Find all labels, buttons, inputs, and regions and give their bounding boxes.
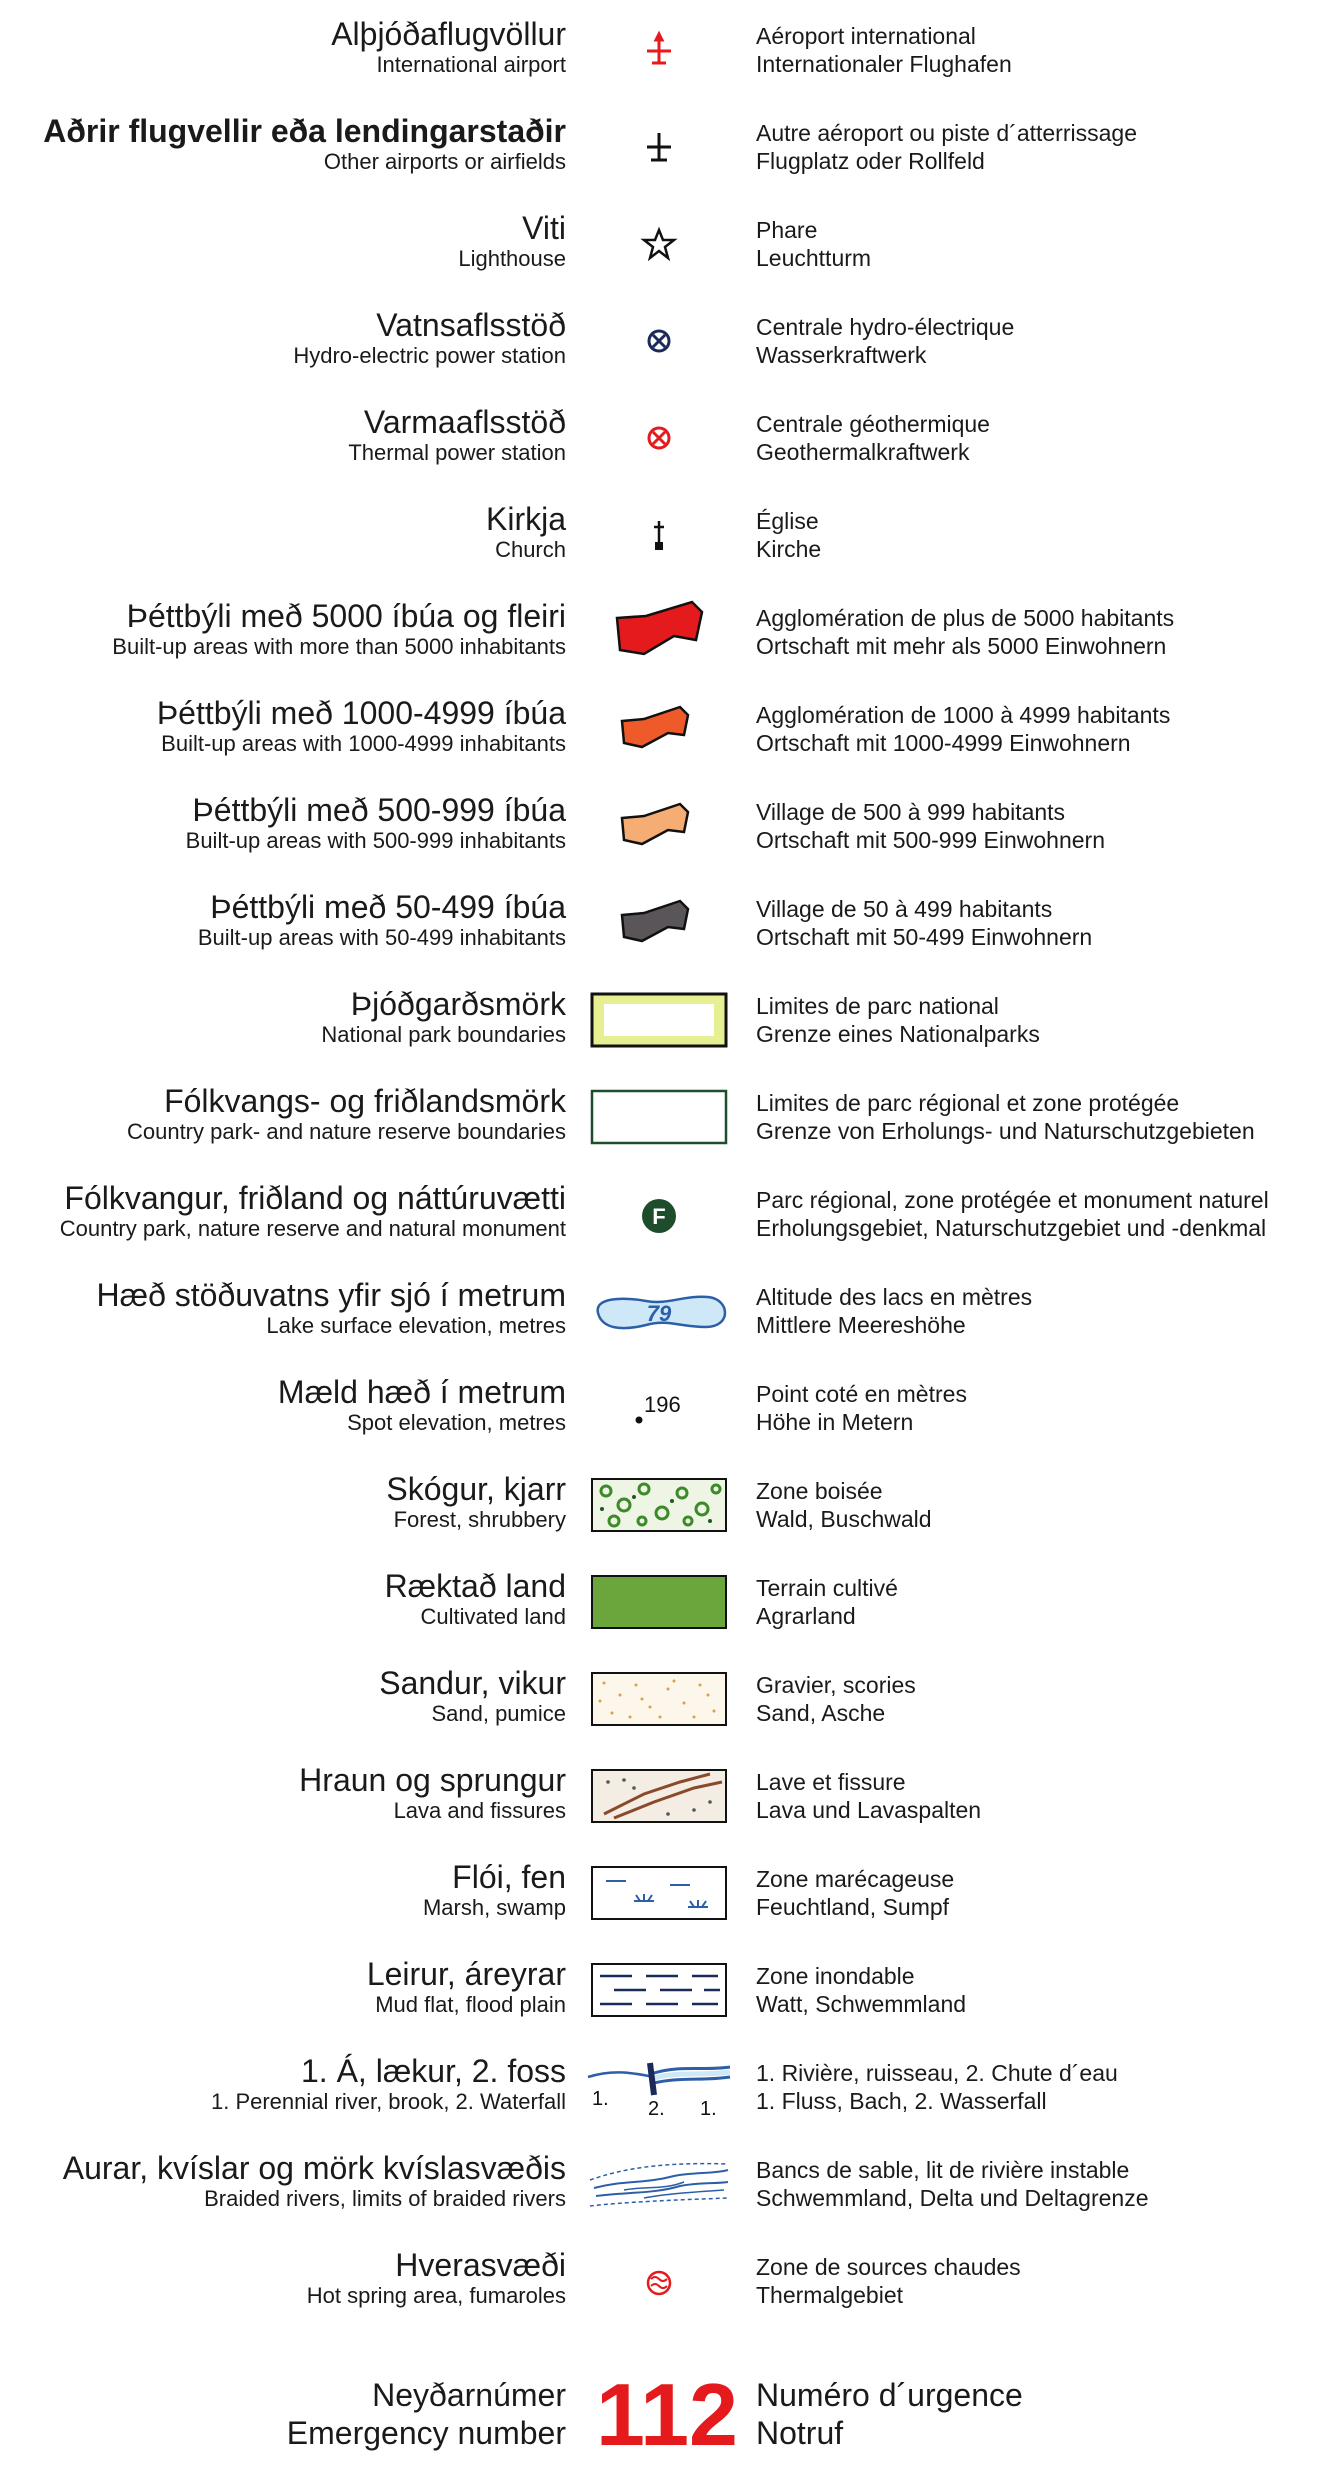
label-is: Alþjóðaflugvöllur: [331, 16, 566, 52]
label-fr: Phare: [756, 217, 818, 243]
label-en: Country park, nature reserve and natural monument: [59, 1216, 566, 1241]
label-is: Skógur, kjarr: [386, 1471, 566, 1507]
legend-row-builtup-500: [0, 776, 1319, 872]
river-label-1b: 1.: [700, 2098, 717, 2120]
legend-row-mudflat: [0, 1940, 1319, 2036]
label-de: Mittlere Meereshöhe: [756, 1312, 966, 1338]
legend-row-river-waterfall: [0, 2037, 1319, 2133]
label-is: Þjóðgarðsmörk: [350, 986, 566, 1022]
legend-row-builtup-50: [0, 873, 1319, 969]
label-en: Other airports or airfields: [323, 149, 566, 174]
label-de: Schwemmland, Delta und Deltagrenze: [756, 2185, 1149, 2211]
lava-swatch: [584, 1752, 734, 1836]
label-is: Flói, fen: [452, 1859, 566, 1895]
legend-row-thermal-power: [0, 388, 1319, 484]
label-is: Kirkja: [485, 501, 566, 537]
label-is: Vatnsaflsstöð: [376, 307, 566, 343]
label-en: Mud flat, flood plain: [375, 1992, 566, 2017]
label-de: Ortschaft mit 500-999 Einwohnern: [756, 827, 1106, 853]
braided-river-icon: [584, 2140, 734, 2224]
legend-row-church: [0, 485, 1319, 581]
label-de: Sand, Asche: [756, 1700, 886, 1726]
legend-row-spot-elevation: [0, 1358, 1319, 1454]
label-en: Lake surface elevation, metres: [266, 1313, 566, 1338]
cultivated-land-swatch: [584, 1558, 734, 1642]
emergency-label-fr: Numéro d´urgence: [756, 2377, 1023, 2413]
label-de: Wald, Buschwald: [756, 1506, 932, 1532]
thermal-power-icon: [584, 394, 734, 478]
label-de: Feuchtland, Sumpf: [756, 1894, 950, 1920]
label-en: Sand, pumice: [431, 1701, 566, 1726]
label-is: Ræktað land: [384, 1568, 566, 1604]
label-en: Spot elevation, metres: [347, 1410, 566, 1435]
label-de: Ortschaft mit 50-499 Einwohnern: [756, 924, 1093, 950]
lighthouse-star-icon: [584, 200, 734, 284]
legend-row-lake-elevation: [0, 1261, 1319, 1357]
label-fr: Zone marécageuse: [756, 1866, 955, 1892]
label-fr: 1. Rivière, ruisseau, 2. Chute d´eau: [756, 2060, 1118, 2086]
label-fr: Point coté en mètres: [756, 1381, 967, 1407]
builtup-1000-swatch: [584, 685, 734, 769]
label-is: 1. Á, lækur, 2. foss: [301, 2053, 566, 2089]
legend-row-sand: [0, 1649, 1319, 1745]
label-is: Þéttbýli með 50-499 íbúa: [210, 889, 566, 925]
label-en: Marsh, swamp: [422, 1895, 566, 1920]
legend-row-lava: [0, 1746, 1319, 1842]
label-de: Wasserkraftwerk: [756, 342, 927, 368]
legend-row-cultivated: [0, 1552, 1319, 1648]
label-de: Erholungsgebiet, Naturschutzgebiet und -denkmal: [756, 1215, 1267, 1241]
label-fr: Zone boisée: [756, 1478, 883, 1504]
emergency-label-de: Notruf: [756, 2415, 844, 2451]
label-is: Hæð stöðuvatns yfir sjó í metrum: [96, 1277, 566, 1313]
label-is: Viti: [522, 210, 566, 246]
label-is: Sandur, vikur: [379, 1665, 566, 1701]
label-fr: Parc régional, zone protégée et monument naturel: [756, 1187, 1269, 1213]
label-fr: Lave et fissure: [756, 1769, 906, 1795]
label-is: Aðrir flugvellir eða lendingarstaðir: [43, 113, 566, 149]
label-de: Lava und Lavaspalten: [756, 1797, 982, 1823]
label-de: Leuchtturm: [756, 245, 872, 271]
label-is: Fólkvangs- og friðlandsmörk: [164, 1083, 566, 1119]
label-de: 1. Fluss, Bach, 2. Wasserfall: [756, 2088, 1047, 2114]
label-fr: Gravier, scories: [756, 1672, 916, 1698]
mudflat-swatch: [584, 1946, 734, 2030]
label-fr: Terrain cultivé: [756, 1575, 898, 1601]
label-de: Internationaler Flughafen: [756, 51, 1012, 77]
label-en: Built-up areas with more than 5000 inhabitants: [112, 634, 566, 659]
emergency-number: 112: [596, 2365, 738, 2464]
label-fr: Autre aéroport ou piste d´atterrissage: [756, 120, 1137, 146]
legend-row-airfield: [0, 97, 1319, 193]
label-en: Built-up areas with 1000-4999 inhabitants: [161, 731, 566, 756]
label-en: Hot spring area, fumaroles: [306, 2283, 566, 2308]
builtup-500-swatch: [584, 782, 734, 866]
label-de: Grenze eines Nationalparks: [756, 1021, 1040, 1047]
nature-reserve-label: F: [652, 1204, 666, 1229]
label-fr: Agglomération de 1000 à 4999 habitants: [756, 702, 1171, 728]
label-en: Built-up areas with 500-999 inhabitants: [185, 828, 566, 853]
label-fr: Bancs de sable, lit de rivière instable: [756, 2157, 1130, 2183]
label-en: Country park- and nature reserve boundaries: [126, 1119, 566, 1144]
label-de: Geothermalkraftwerk: [756, 439, 970, 465]
legend-row-builtup-1000: [0, 679, 1319, 775]
emergency-row: [0, 2360, 1319, 2470]
label-is: Varmaaflsstöð: [363, 404, 566, 440]
label-is: Hverasvæði: [395, 2247, 566, 2283]
label-fr: Centrale hydro-électrique: [756, 314, 1015, 340]
hot-spring-icon: [584, 2237, 734, 2321]
label-de: Ortschaft mit mehr als 5000 Einwohnern: [756, 633, 1167, 659]
label-is: Þéttbýli með 5000 íbúa og fleiri: [126, 598, 566, 634]
label-de: Flugplatz oder Rollfeld: [756, 148, 985, 174]
legend-row-builtup-5000: [0, 582, 1319, 678]
label-is: Þéttbýli með 1000-4999 íbúa: [156, 695, 566, 731]
label-fr: Agglomération de plus de 5000 habitants: [756, 605, 1175, 631]
spot-elevation-icon: [584, 1364, 734, 1448]
label-de: Thermalgebiet: [756, 2282, 904, 2308]
legend-row-nature-reserve: [0, 1164, 1319, 1260]
label-fr: Église: [756, 508, 819, 534]
label-de: Agrarland: [756, 1603, 856, 1629]
lake-elevation-value: 79: [646, 1301, 672, 1326]
label-en: Thermal power station: [348, 440, 566, 465]
nature-reserve-f-icon: [584, 1170, 734, 1254]
label-en: International airport: [376, 52, 566, 77]
spot-elevation-value: 196: [644, 1392, 681, 1417]
national-park-boundary-swatch: [584, 976, 734, 1060]
marsh-swatch: [584, 1849, 734, 1933]
label-en: Forest, shrubbery: [393, 1507, 566, 1532]
label-en: Lighthouse: [458, 246, 566, 271]
airport-international-icon: [584, 6, 734, 90]
lake-elevation-icon: [584, 1267, 734, 1351]
label-en: Built-up areas with 50-499 inhabitants: [197, 925, 566, 950]
river-waterfall-icon: [584, 2043, 734, 2127]
label-en: 1. Perennial river, brook, 2. Waterfall: [210, 2089, 566, 2114]
legend-row-national-park: [0, 970, 1319, 1066]
label-is: Fólkvangur, friðland og náttúruvætti: [64, 1180, 566, 1216]
emergency-label-en: Emergency number: [286, 2415, 566, 2451]
label-fr: Limites de parc régional et zone protégée: [756, 1090, 1180, 1116]
label-fr: Zone de sources chaudes: [756, 2254, 1021, 2280]
label-de: Grenze von Erholungs- und Naturschutzgebieten: [756, 1118, 1255, 1144]
legend-row-braided-river: [0, 2134, 1319, 2230]
label-fr: Centrale géothermique: [756, 411, 990, 437]
legend-row-forest: [0, 1455, 1319, 1551]
legend-row-marsh: [0, 1843, 1319, 1939]
label-is: Hraun og sprungur: [299, 1762, 566, 1798]
label-en: Braided rivers, limits of braided rivers: [204, 2186, 566, 2211]
label-de: Ortschaft mit 1000-4999 Einwohnern: [756, 730, 1131, 756]
label-en: Church: [495, 537, 566, 562]
church-icon: [584, 491, 734, 575]
builtup-50-swatch: [584, 879, 734, 963]
label-fr: Zone inondable: [756, 1963, 915, 1989]
sand-swatch: [584, 1655, 734, 1739]
nature-reserve-boundary-swatch: [584, 1073, 734, 1157]
label-is: Þéttbýli með 500-999 íbúa: [192, 792, 566, 828]
label-is: Mæld hæð í metrum: [277, 1374, 566, 1410]
label-fr: Village de 500 à 999 habitants: [756, 799, 1066, 825]
legend-row-lighthouse: [0, 194, 1319, 290]
label-fr: Aéroport international: [756, 23, 976, 49]
airfield-icon: [584, 103, 734, 187]
label-de: Watt, Schwemmland: [756, 1991, 967, 2017]
label-fr: Limites de parc national: [756, 993, 999, 1019]
label-is: Leirur, áreyrar: [366, 1956, 566, 1992]
waterfall-label-2: 2.: [648, 2098, 665, 2120]
forest-swatch: [584, 1461, 734, 1545]
label-en: National park boundaries: [321, 1022, 566, 1047]
label-is: Aurar, kvíslar og mörk kvíslasvæðis: [62, 2150, 566, 2186]
river-label-1: 1.: [592, 2088, 609, 2110]
label-fr: Village de 50 à 499 habitants: [756, 896, 1053, 922]
legend-row-reserve-boundary: [0, 1067, 1319, 1163]
legend-row-international-airport: [0, 0, 1319, 96]
legend-row-hydro-power: [0, 291, 1319, 387]
legend-row-hot-spring: [0, 2231, 1319, 2327]
label-de: Kirche: [756, 536, 822, 562]
builtup-5000-swatch: [584, 588, 734, 672]
label-en: Lava and fissures: [393, 1798, 566, 1823]
label-fr: Altitude des lacs en mètres: [756, 1284, 1033, 1310]
label-de: Höhe in Metern: [756, 1409, 914, 1435]
label-en: Hydro-electric power station: [293, 343, 566, 368]
hydro-power-icon: [584, 297, 734, 381]
label-en: Cultivated land: [420, 1604, 566, 1629]
emergency-label-is: Neyðarnúmer: [372, 2377, 566, 2413]
